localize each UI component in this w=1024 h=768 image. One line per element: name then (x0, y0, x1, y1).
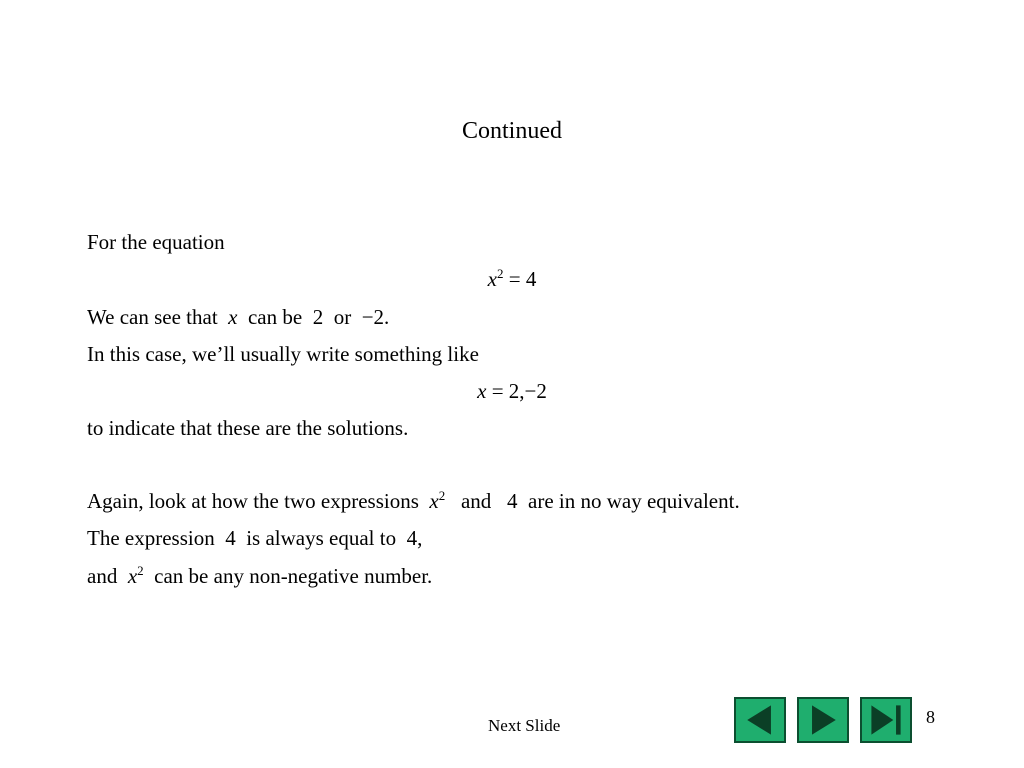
next-slide-link[interactable]: Next Slide (488, 716, 561, 735)
text-line: In this case, we’ll usually write something like (87, 342, 479, 366)
play-icon (799, 699, 847, 741)
text-segment: Again, look at how the two expressions (87, 489, 430, 513)
text-line (87, 564, 432, 589)
page-number: 8 (926, 707, 935, 727)
eq-variable: x (477, 379, 487, 403)
math-variable: x (228, 305, 238, 329)
eq-rest: = 4 (503, 267, 537, 291)
eq-rest: = 2,−2 (486, 379, 547, 403)
math-exponent: 2 (137, 563, 144, 578)
equation-x-squared (0, 267, 1024, 292)
eq-variable: x (487, 267, 497, 291)
last-slide-button[interactable] (860, 697, 912, 743)
last-slide-icon (862, 699, 910, 741)
text-line: The expression 4 is always equal to 4, (87, 526, 423, 550)
text-segment: and (87, 564, 128, 588)
math-variable: x (127, 564, 138, 588)
text-line (87, 305, 389, 330)
next-slide-button[interactable] (797, 697, 849, 743)
text-segment: We can see that (87, 305, 229, 329)
equation-solutions (0, 379, 1024, 404)
text-segment: can be 2 or −2. (237, 305, 390, 329)
text-segment: and 4 are in no way equivalent. (445, 489, 740, 513)
text-line: to indicate that these are the solutions. (87, 416, 409, 440)
math-exponent: 2 (438, 488, 446, 503)
text-segment: can be any non-negative number. (143, 564, 433, 588)
text-line: For the equation (87, 230, 225, 254)
previous-slide-button[interactable] (734, 697, 786, 743)
text-line (87, 489, 740, 514)
eq-exponent: 2 (496, 266, 504, 281)
math-variable: x (429, 489, 439, 513)
slide-title: Continued (462, 118, 562, 144)
previous-icon (736, 699, 784, 741)
